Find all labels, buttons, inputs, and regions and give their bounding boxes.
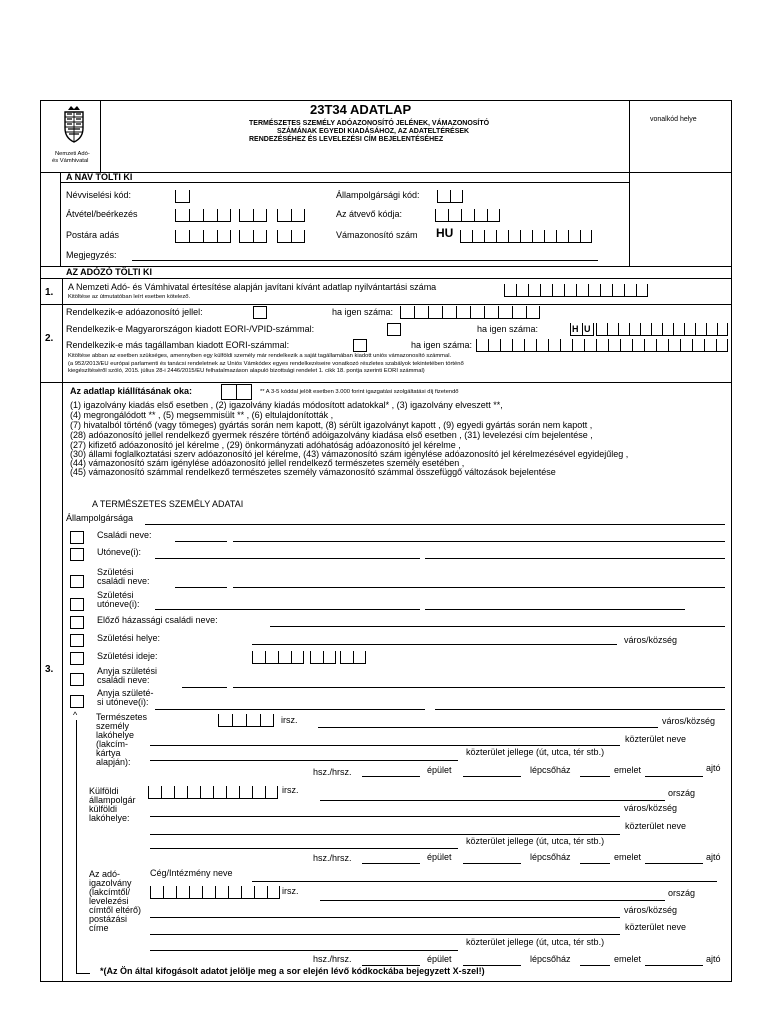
foreign-street-type-label: közterület jellege (út, utca, tér stb.) [466,836,605,846]
mailing-city-label: város/község [624,905,678,915]
mailing-label-5: címtől eltérő) [89,905,142,915]
given-names-field-2[interactable] [425,558,725,559]
receipt-month-field[interactable] [239,209,267,222]
mailing-street-type-field[interactable] [150,950,458,951]
header-divider-barcode [629,100,630,173]
reason-code-divider [236,384,237,400]
birth-place-city-label: város/község [624,635,678,645]
eori-hu-number-label: ha igen száma: [477,324,539,334]
mother-given-names-label-2: si utóneve(i): [97,697,149,707]
receipt-date-field[interactable] [175,209,231,222]
foreign-zip-field[interactable] [148,786,278,799]
mailing-street-field[interactable] [150,934,620,935]
birth-place-label: Születési helye: [97,633,161,643]
mother-family-name-label-2: családi neve: [97,675,150,685]
citizenship-code-field[interactable] [437,190,463,203]
mailing-country-field[interactable] [320,900,665,901]
postal-date-field[interactable] [175,230,231,243]
customs-id-hu: HU [436,226,454,240]
form-subtitle-line-1: TERMÉSZETES SZEMÉLY ADÓAZONOSÍTÓ JELÉNEK, VÁMAZONOSÍTÓ [249,120,490,127]
nav-heading-rule [60,182,630,183]
birth-date-label: Születési ideje: [97,651,158,661]
taxpayer-heading-rule [40,278,732,279]
mailing-street-type-label: közterület jellege (út, utca, tér stb.) [466,937,605,947]
form-subtitle-line-3: RENDEZÉSÉHEZ ÉS LEVELEZÉSI CÍM BEJELENTÉSÉHEZ [249,136,444,143]
company-name-label: Cég/Intézmény neve [150,868,233,878]
residence-lot-label: hsz./hrsz. [313,767,352,777]
number-column-rule [62,278,63,982]
mother-given-names-checkbox[interactable] [70,695,84,708]
citizenship-code-label: Állampolgársági kód: [336,190,420,200]
birth-year-field[interactable] [252,651,304,664]
eori-hu-prefix-u: U [584,324,591,334]
section-2-rule [40,382,732,383]
section-1-note: Kitöltése az útmutatóban leírt esetben kötelező. [68,294,191,300]
foreign-lot-field[interactable] [362,863,420,864]
mailing-city-field[interactable] [150,917,620,918]
foreign-zip-label: irsz. [282,785,299,795]
reason-line-1: (1) igazolvány kiadás első esetben , (2) igazolvány kiadás módosított adatokkal* , (3) igazolvány elveszett **, [70,400,503,410]
birth-given-names-field-2[interactable] [425,609,685,610]
section-2-number: 2. [45,333,54,344]
mailing-label-7: címe [89,923,109,933]
receipt-label: Átvétel/beérkezés [66,209,138,219]
tax-id-label: Rendelkezik-e adóazonosító jellel: [66,307,203,317]
customs-id-label: Vámazonosító szám [336,230,418,240]
address-bracket-foot [76,973,90,974]
foreign-street-field[interactable] [150,834,620,835]
barcode-placeholder-label: vonalkód helye [650,116,697,123]
eori-other-number-label: ha igen száma: [411,340,473,350]
mailing-stair-field[interactable] [580,965,610,966]
name-code-label: Névviselési kód: [66,190,132,200]
header-divider-logo [100,100,101,173]
foreign-label-1: Külföldi [89,786,119,796]
mailing-stair-label: lépcsőház [530,954,571,964]
fee-note: ** A 3-5 kóddal jelölt esetben 3.000 forint igazgatási szolgáltatási díj fizetendő [260,389,459,395]
foreign-city-label: város/község [624,803,678,813]
birth-date-checkbox[interactable] [70,652,84,665]
reason-label: Az adatlap kiállításának oka: [70,386,193,396]
foreign-floor-label: emelet [614,852,642,862]
residence-label-1: Természetes [96,712,148,722]
mother-given-names-field-1[interactable] [155,709,425,710]
mother-given-names-label-1: Anyja születé- [97,688,154,698]
foreign-label-3: külföldi [89,804,118,814]
reason-line-4: (28) adóazonosító jellel rendelkező gyermek részére történő adóigazolvány kiadása első esetben , (31) levelezési cím bejelentése , [70,430,593,440]
eori-other-label: Rendelkezik-e más tagállamban kiadott EORI-számmal: [66,340,290,350]
residence-floor-label: emelet [614,765,642,775]
mailing-label-3: (lakcímtől/ [89,887,131,897]
foreign-label-2: állampolgár [89,795,136,805]
family-name-checkbox[interactable] [70,531,84,544]
person-data-heading: A TERMÉSZETES SZEMÉLY ADATAI [92,499,244,509]
birth-given-names-field-1[interactable] [155,609,420,610]
given-names-checkbox[interactable] [70,548,84,561]
receipt-day-field[interactable] [277,209,305,222]
mother-given-names-field-2[interactable] [435,709,725,710]
nav-left-rule [60,172,61,267]
postal-month-field[interactable] [239,230,267,243]
family-name-field-1[interactable] [175,541,227,542]
residence-building-field[interactable] [463,776,521,777]
foreign-floor-field[interactable] [645,863,703,864]
citizenship-label: Állampolgársága [66,513,134,523]
residence-lot-field[interactable] [362,776,420,777]
residence-building-label: épület [427,765,452,775]
remarks-label: Megjegyzés: [66,250,117,260]
prev-married-name-label: Előző házassági családi neve: [97,615,218,625]
residence-label-4: (lakcím- [96,739,128,749]
section-2-note-line-3: kiegészítéséről szóló, 2015. július 28-i 2446/2015/EU felhatalmazáson alapuló bizottsági rendelet 1. cikk 18. pontja szerinti EORI számmal) [68,368,425,374]
residence-label-6: alapján): [96,757,131,767]
receiver-code-field[interactable] [435,209,500,222]
postal-day-field[interactable] [277,230,305,243]
residence-street-label: közterület neve [625,734,687,744]
mailing-floor-field[interactable] [645,965,703,966]
foreign-door-label: ajtó [706,852,721,862]
family-name-label: Családi neve: [97,530,152,540]
reason-line-8: (45) vámazonosító számmal rendelkező természetes személy vámazonosító számmal összefüggő változások bejelentése [70,467,556,477]
section-1-rule [40,304,732,305]
prev-married-name-checkbox[interactable] [70,616,84,629]
citizenship-field[interactable] [145,524,725,525]
given-names-label: Utóneve(i): [97,547,142,557]
eori-hu-number-field[interactable] [596,323,728,336]
logo-caption-line-1: Nemzeti Adó- [55,151,90,157]
residence-door-label: ajtó [706,763,721,773]
section-2-note-line-2: (a 952/2013/EU európai parlamenti és tanácsi rendeletnek az Uniós Vámkódex egyes rendelkezéseire vonatkozó részletes szabályok tekintetében történő [68,361,464,367]
taxpayer-heading: AZ ADÓZÓ TÖLTI KI [66,267,152,277]
residence-city-label: város/község [662,716,716,726]
residence-floor-field[interactable] [645,776,703,777]
foreign-country-label: ország [668,788,696,798]
mailing-label-1: Az adó- [89,869,121,879]
given-names-field-1[interactable] [155,558,420,559]
birth-family-name-field-2[interactable] [233,587,725,588]
mailing-label-2: igazolvány [89,878,132,888]
residence-zip-label: irsz. [281,715,298,725]
address-bracket-caret: ^ [73,710,78,720]
residence-label-2: személy [96,721,130,731]
name-code-field[interactable] [175,190,190,203]
birth-family-name-field-1[interactable] [175,587,227,588]
foreign-stair-label: lépcsőház [530,852,571,862]
logo-caption-line-2: és Vámhivatal [52,158,89,164]
mailing-zip-field[interactable] [150,886,280,899]
nav-logo [62,104,86,146]
eori-hu-checkbox[interactable] [387,323,401,336]
foreign-building-label: épület [427,852,452,862]
reason-line-2: (4) megrongálódott ** , (5) megsemmisült ** , (6) eltulajdonították , [70,410,334,420]
mailing-floor-label: emelet [614,954,642,964]
footnote: *(Az Ön által kifogásolt adatot jelölje meg a sor elején lévő kódkockába bejegyzett X-szel!) [100,966,485,976]
mailing-label-6: postázási [89,914,128,924]
mailing-street-label: közterület neve [625,922,687,932]
residence-label-5: kártya [96,748,121,758]
tax-id-number-field[interactable] [400,306,540,319]
residence-street-type-label: közterület jellege (út, utca, tér stb.) [466,747,605,757]
section-2-note-line-1: Kitöltése abban az esetben szükséges, amennyiben egy külföldi személy már rendelkezik a saját tagállamában kiadott uniós vámazonosító számmal. [68,353,452,359]
residence-zip-field[interactable] [218,714,274,727]
eori-other-number-field[interactable] [476,339,728,352]
mailing-building-label: épület [427,954,452,964]
residence-city-field[interactable] [318,727,658,728]
registration-number-field[interactable] [504,284,648,297]
birth-given-names-label-1: Születési [97,590,134,600]
customs-id-field[interactable] [460,230,592,243]
residence-street-field[interactable] [150,745,620,746]
birth-day-field[interactable] [340,651,366,664]
birth-place-field[interactable] [252,644,617,645]
section-1-text: A Nemzeti Adó- és Vámhivatal értesítése alapján javítani kívánt adatlap nyilvántartási száma [68,282,437,292]
address-bracket-line [76,720,77,974]
mailing-country-label: ország [668,888,696,898]
section-1-number: 1. [45,287,54,298]
nav-right-rule [629,172,630,267]
residence-stair-field[interactable] [580,776,610,777]
foreign-street-label: közterület neve [625,821,687,831]
reason-line-6: (30) állami foglalkoztatási szerv adóazonosító jel kérelme, (43) vámazonosító szám igénylése adóazonosító jel kérelmezésével egyidejűleg , [70,449,629,459]
foreign-stair-field[interactable] [580,863,610,864]
mailing-door-label: ajtó [706,954,721,964]
reason-line-7: (44) vámazonosító szám igénylése adóazonosító jellel rendelkező természetes személy esetében , [70,458,465,468]
birth-family-name-checkbox[interactable] [70,575,84,588]
form-title: 23T34 ADATLAP [310,102,412,117]
mailing-lot-label: hsz./hrsz. [313,954,352,964]
eori-other-checkbox[interactable] [353,339,367,352]
tax-id-number-label: ha igen száma: [332,307,394,317]
foreign-label-4: lakóhelye: [89,813,130,823]
residence-label-3: lakóhelye [96,730,135,740]
foreign-country-field[interactable] [320,800,665,801]
eori-hu-prefix-h: H [572,324,579,334]
nav-heading: A NAV TÖLTI KI [66,172,133,182]
form-subtitle-line-2: SZÁMÁNAK EGYEDI KIADÁSÁHOZ, AZ ADATELTÉRÉSEK [277,128,470,135]
birth-month-field[interactable] [310,651,336,664]
foreign-lot-label: hsz./hrsz. [313,853,352,863]
postal-label: Postára adás [66,230,120,240]
receiver-code-label: Az átvevő kódja: [336,209,403,219]
foreign-building-field[interactable] [463,863,521,864]
birth-family-name-label-1: Születési [97,567,134,577]
section-3-number: 3. [45,664,54,675]
residence-street-type-field[interactable] [150,760,458,761]
foreign-city-field[interactable] [150,816,620,817]
prev-married-name-field[interactable] [270,626,725,627]
company-name-field[interactable] [252,881,717,882]
mailing-zip-label: irsz. [282,886,299,896]
birth-given-names-label-2: utóneve(i): [97,599,140,609]
birth-family-name-label-2: családi neve: [97,576,150,586]
tax-id-checkbox[interactable] [253,306,267,319]
remarks-field[interactable] [132,260,598,261]
residence-stair-label: lépcsőház [530,765,571,775]
reason-line-5: (27) kifizető adóazonosító jel kérelme , (29) önkormányzati adóhatóság adóazonosító jel kérelme , [70,440,461,450]
birth-place-checkbox[interactable] [70,634,84,647]
mailing-label-4: levelezési [89,896,129,906]
birth-given-names-checkbox[interactable] [70,598,84,611]
reason-line-3: (7) hivatalból történő (vagy tömeges) gyártás során nem kapott, (8) sérült igazolványt kapott , (9) egyedi gyártás során nem kapott , [70,420,593,430]
mother-family-name-field-1[interactable] [182,687,227,688]
family-name-field-2[interactable] [233,541,725,542]
mother-family-name-checkbox[interactable] [70,673,84,686]
foreign-street-type-field[interactable] [150,848,458,849]
mother-family-name-label-1: Anyja születési [97,666,158,676]
mother-family-name-field-2[interactable] [233,687,725,688]
eori-hu-label: Rendelkezik-e Magyarországon kiadott EORI-/VPID-számmal: [66,324,315,334]
